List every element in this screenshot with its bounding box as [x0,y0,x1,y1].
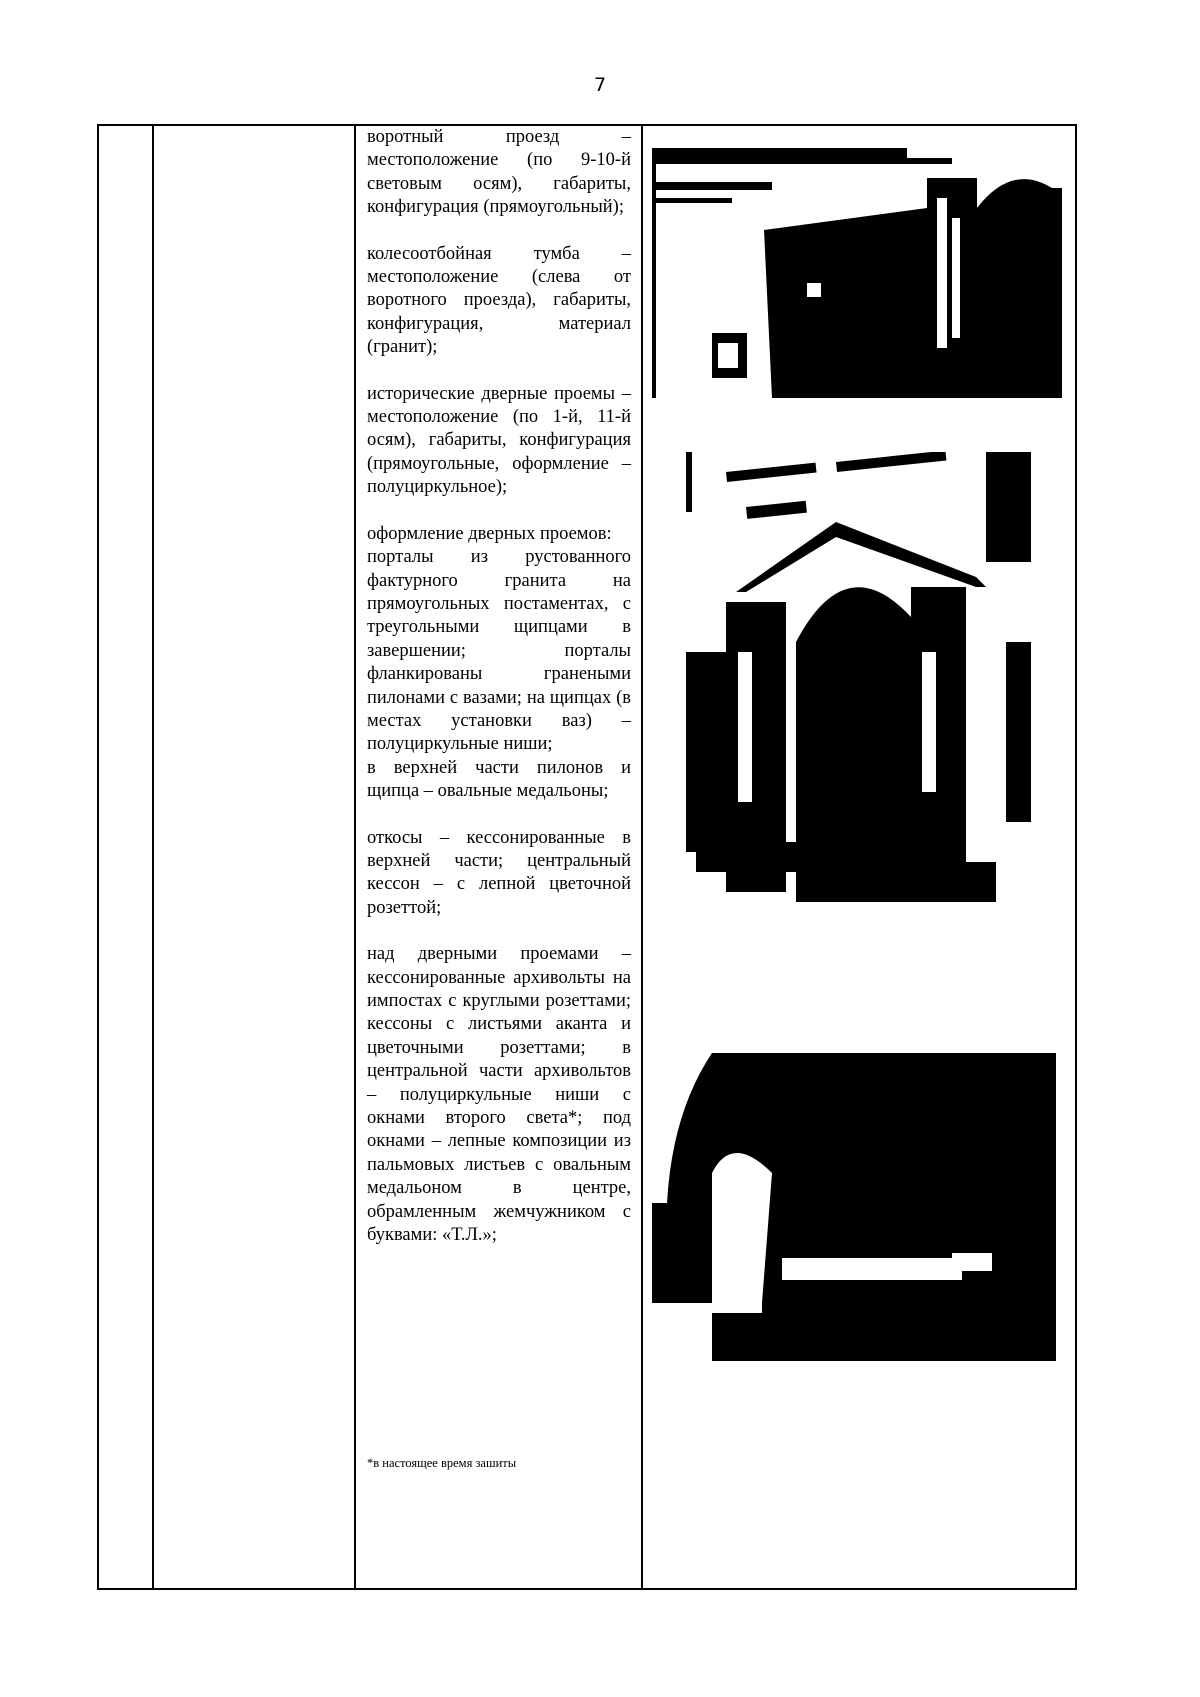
paragraph-door-openings [367,383,631,500]
page-number: 7 [593,74,607,96]
paragraph-text: воротный проезд – местоположение (по 9-10-й световым осям), габариты, конфигурация (прямоугольный); [367,127,631,218]
archivolt-photo [652,1053,1062,1361]
paragraph-text: откосы – кессонированные в верхней части; центральный кессон – с лепной цветочной розеттой; [367,827,631,918]
portal-photo [686,452,1031,902]
paragraph-text: порталы из рустованного фактурного гранита на прямоугольных постаментах, с треугольными щипцами в завершении; порталы фланкированы гранеными пилонами с вазами; на щипцах (в местах установки ваз) – полуциркульные ниши; [367,547,631,755]
paragraph-gateway [367,126,631,220]
paragraph-wheel-guard [367,243,631,360]
description-column [367,126,631,1270]
column-divider [354,126,356,1588]
footnote: *в настоящее время зашиты [367,1456,517,1470]
column-divider [152,126,154,1588]
paragraph-slopes [367,827,631,921]
paragraph-text: исторические дверные проемы – местоположение (по 1-й, 11-й осям), габариты, конфигурация (прямоугольные, оформление – полуциркульное); [367,383,631,498]
paragraph-text: оформление дверных проемов: [367,523,612,544]
gateway-photo [652,148,1062,398]
paragraph-text: в верхней части пилонов и щипца – овальные медальоны; [367,757,631,802]
column-divider [641,126,643,1588]
paragraph-door-decoration [367,523,631,804]
paragraph-text: над дверными проемами – кессонированные архивольты на импостах с круглыми розеттами; кессоны с листьями аканта и цветочными розеттами; в центральной части архивольтов – полуциркульные ниши с окнами второго света*; под окнами – лепные композиции из пальмовых листьев с овальным медальоном в центре, обрамленным жемчужником с буквами: «Т.Л.»; [367,944,631,1246]
paragraph-text: колесоотбойная тумба – местоположение (слева от воротного проезда), габариты, конфигурация, материал (гранит); [367,243,631,358]
paragraph-archivolts [367,943,631,1247]
